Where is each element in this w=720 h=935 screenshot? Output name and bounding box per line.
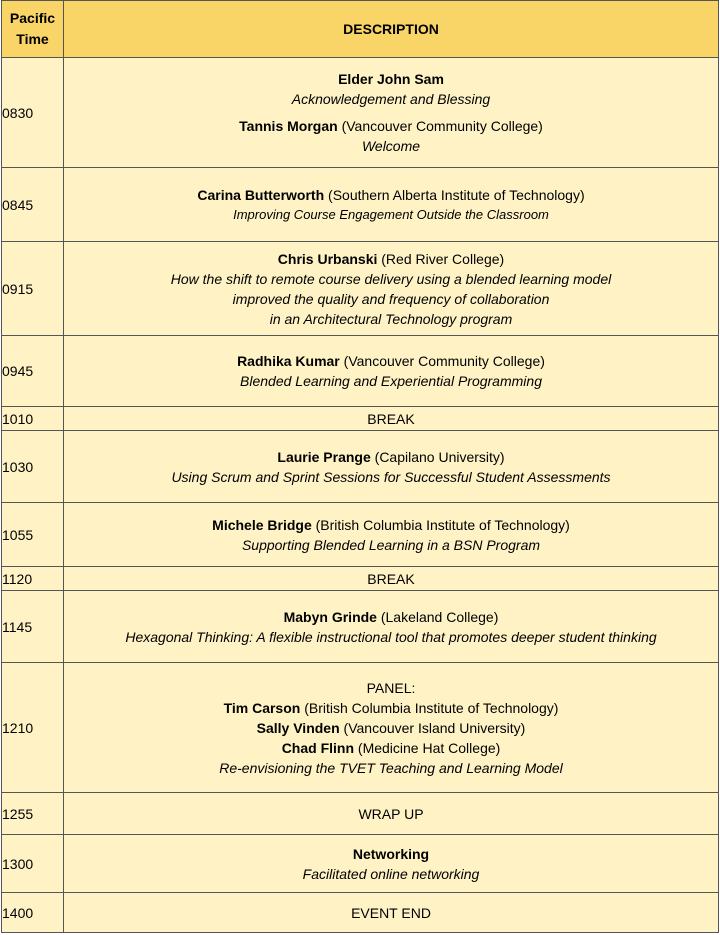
speaker-line <box>64 718 718 738</box>
table-row <box>2 835 719 893</box>
speaker-name: Tim Carson <box>223 699 301 716</box>
speaker-org: (Southern Alberta Institute of Technology) <box>324 186 585 203</box>
speaker-name: Sally Vinden <box>256 719 340 736</box>
session-title: Acknowledgement and Blessing <box>291 91 491 107</box>
table-row <box>2 793 719 835</box>
session-title-line: improved the quality and frequency of collaboration <box>232 290 550 307</box>
table-row <box>2 168 719 242</box>
speaker-name: Michele Bridge <box>212 516 312 533</box>
time-cell: 0915 <box>2 242 64 336</box>
speaker-line <box>64 351 718 371</box>
time-cell: 1010 <box>2 407 64 431</box>
description-cell <box>64 336 719 407</box>
event-end-label: EVENT END <box>64 893 719 933</box>
table-row <box>2 503 719 567</box>
session-title-line: How the shift to remote course delivery using a blended learning model <box>170 270 612 287</box>
time-header-line1: Pacific <box>9 10 56 26</box>
speaker-line <box>64 515 718 535</box>
speaker-name: Mabyn Grinde <box>283 608 377 625</box>
speaker-line <box>64 607 718 627</box>
session-title: Facilitated online networking <box>302 865 480 882</box>
speaker-org: (British Columbia Institute of Technology) <box>300 699 559 716</box>
session-title: Hexagonal Thinking: A flexible instructional tool that promotes deeper student thinking <box>125 628 657 645</box>
speaker-org: (Capilano University) <box>370 448 505 465</box>
speaker-line <box>64 698 718 718</box>
session-title: Blended Learning and Experiential Programming <box>240 373 542 389</box>
time-cell: 1400 <box>2 893 64 933</box>
speaker-line <box>64 249 718 269</box>
speaker-org: (Red River College) <box>377 250 505 267</box>
table-row <box>2 567 719 591</box>
session-title: Welcome <box>361 138 421 154</box>
description-cell <box>64 835 719 893</box>
description-cell <box>64 591 719 663</box>
session-name: Networking <box>352 845 430 862</box>
description-cell <box>64 431 719 503</box>
speaker-name: Laurie Prange <box>277 448 371 465</box>
speaker-line <box>64 185 718 205</box>
time-cell: 0845 <box>2 168 64 242</box>
speaker-line <box>64 738 718 758</box>
time-column-header <box>2 1 64 58</box>
time-cell: 1300 <box>2 835 64 893</box>
time-cell: 1055 <box>2 503 64 567</box>
break-label: BREAK <box>64 567 719 591</box>
panel-label: PANEL: <box>366 679 416 696</box>
time-cell: 1210 <box>2 663 64 793</box>
time-cell: 1145 <box>2 591 64 663</box>
table-row <box>2 58 719 168</box>
session-title: Improving Course Engagement Outside the Classroom <box>233 206 549 222</box>
table-row <box>2 663 719 793</box>
table-row <box>2 407 719 431</box>
speaker-line <box>64 447 718 467</box>
session-title-line: in an Architectural Technology program <box>269 310 513 327</box>
session-title: Supporting Blended Learning in a BSN Program <box>241 536 541 553</box>
time-header-line2: Time <box>16 31 49 47</box>
speaker-org: (Vancouver Community College) <box>337 118 543 134</box>
description-cell <box>64 503 719 567</box>
wrap-up-label: WRAP UP <box>64 793 719 835</box>
speaker-line <box>64 116 718 136</box>
speaker-name: Chad Flinn <box>281 739 355 756</box>
table-row <box>2 336 719 407</box>
time-cell: 1120 <box>2 567 64 591</box>
speaker-org: (Lakeland College) <box>376 608 499 625</box>
speaker-org: (British Columbia Institute of Technology) <box>311 516 570 533</box>
schedule-table <box>1 0 719 933</box>
description-cell <box>64 168 719 242</box>
description-cell <box>64 242 719 336</box>
break-label: BREAK <box>64 407 719 431</box>
speaker-org: (Medicine Hat College) <box>354 739 501 756</box>
speaker-name: Chris Urbanski <box>277 250 378 267</box>
time-cell: 1030 <box>2 431 64 503</box>
session-title: Re-envisioning the TVET Teaching and Learning Model <box>219 759 563 776</box>
speaker-name: Tannis Morgan <box>239 118 338 134</box>
session-title: Using Scrum and Sprint Sessions for Successful Student Assessments <box>171 468 611 485</box>
time-cell: 1255 <box>2 793 64 835</box>
time-cell: 0945 <box>2 336 64 407</box>
description-cell <box>64 663 719 793</box>
description-cell <box>64 58 719 168</box>
speaker-name: Carina Butterworth <box>197 186 325 203</box>
speaker-org: (Vancouver Community College) <box>339 353 545 369</box>
speaker-name: Radhika Kumar <box>237 353 340 369</box>
table-row <box>2 591 719 663</box>
table-row <box>2 893 719 933</box>
speaker-name: Elder John Sam <box>338 71 444 87</box>
speaker-org: (Vancouver Island University) <box>339 719 526 736</box>
table-row <box>2 242 719 336</box>
table-row <box>2 431 719 503</box>
description-column-header: DESCRIPTION <box>64 1 719 58</box>
header-row <box>2 1 719 58</box>
time-cell: 0830 <box>2 58 64 168</box>
